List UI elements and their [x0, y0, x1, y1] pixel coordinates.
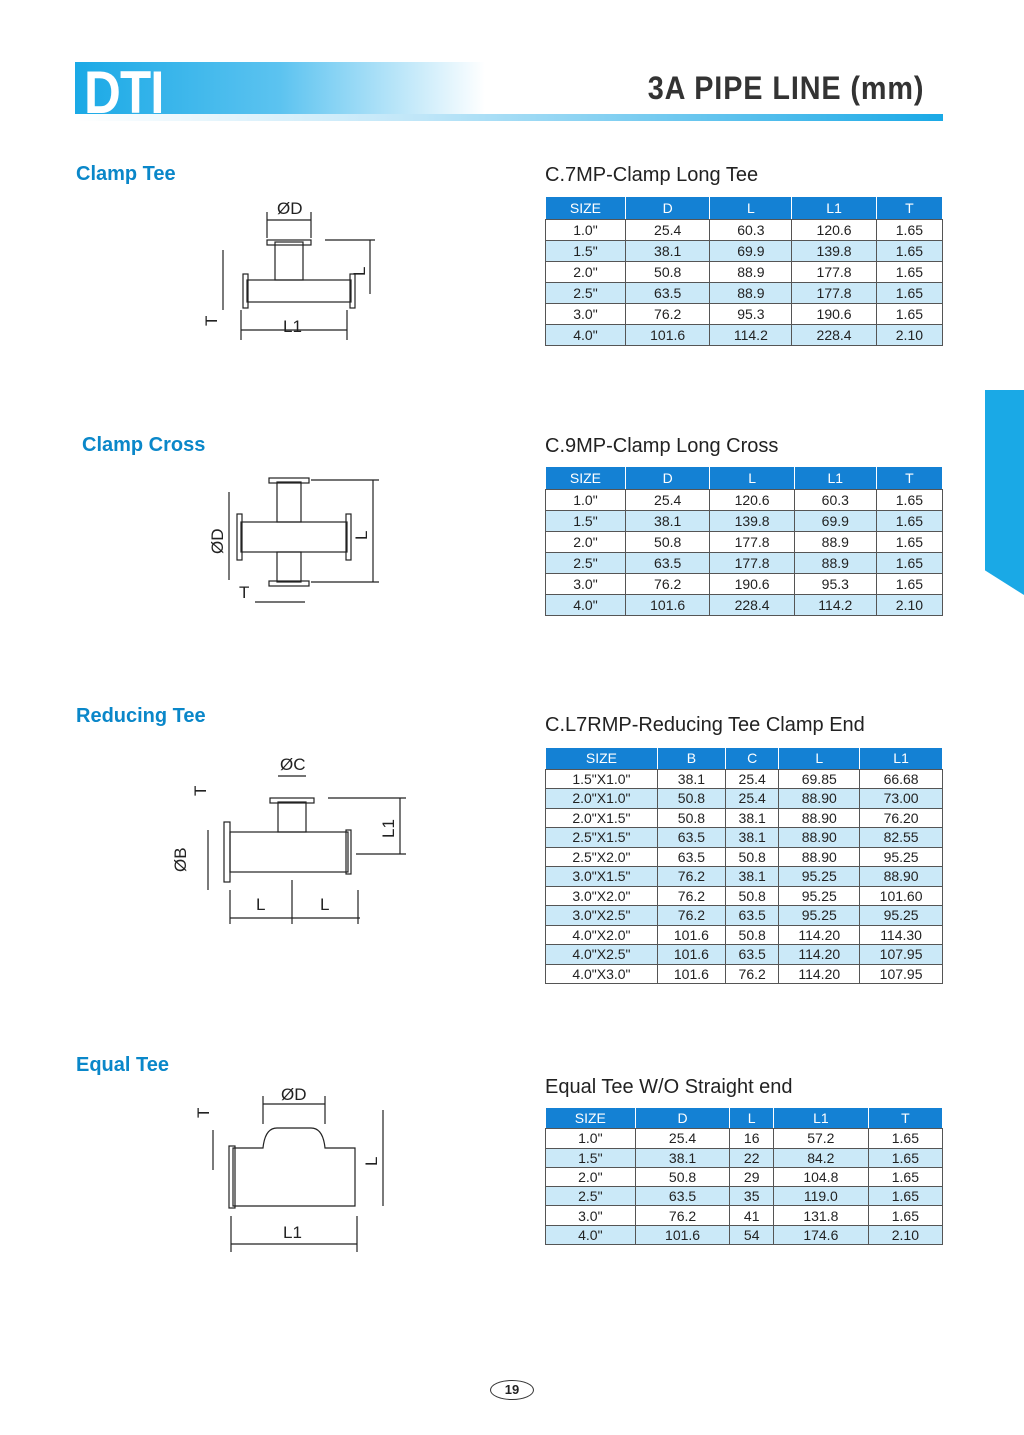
clamp-long-tee-table — [545, 196, 943, 346]
table-cell: 76.2 — [657, 867, 725, 887]
col-l: L — [730, 1108, 774, 1129]
table-cell: 228.4 — [792, 325, 876, 346]
label-l-right: L — [320, 895, 330, 914]
table-cell: 3.0"X2.0" — [546, 886, 658, 906]
table-cell: 1.65 — [876, 511, 942, 532]
table-header-row — [546, 197, 943, 220]
table-cell: 101.6 — [635, 1225, 730, 1244]
table-row — [546, 769, 943, 789]
table-row — [546, 1167, 943, 1186]
table-cell: 107.95 — [860, 945, 943, 965]
table-row — [546, 1206, 943, 1225]
table-cell: 25.4 — [625, 220, 709, 241]
table-cell: 114.20 — [779, 925, 860, 945]
table-cell: 76.2 — [625, 574, 709, 595]
table-cell: 38.1 — [625, 511, 709, 532]
table-cell: 76.2 — [635, 1206, 730, 1225]
table-cell: 69.9 — [794, 511, 876, 532]
table-cell: 107.95 — [860, 964, 943, 984]
table-cell: 84.2 — [773, 1148, 868, 1167]
table-cell: 95.25 — [779, 886, 860, 906]
table-row — [546, 925, 943, 945]
table-cell: 63.5 — [725, 906, 778, 926]
clamp-cross-diagram — [195, 470, 395, 620]
table-cell: 3.0" — [546, 304, 626, 325]
table-cell: 1.65 — [868, 1187, 942, 1206]
col-l1: L1 — [792, 197, 876, 220]
table-cell: 50.8 — [725, 847, 778, 867]
col-l1: L1 — [860, 748, 943, 770]
table-cell: 2.10 — [876, 325, 942, 346]
table-cell: 3.0" — [546, 574, 626, 595]
table-cell: 60.3 — [794, 490, 876, 511]
table-row — [546, 574, 943, 595]
table-cell: 101.60 — [860, 886, 943, 906]
col-l: L — [710, 467, 794, 490]
label-ob: ØB — [171, 847, 190, 872]
table-cell: 101.6 — [625, 325, 709, 346]
table-cell: 25.4 — [635, 1129, 730, 1148]
table-cell: 63.5 — [635, 1187, 730, 1206]
table-cell: 1.5" — [546, 1148, 636, 1167]
table-cell: 50.8 — [657, 789, 725, 809]
table-cell: 88.9 — [794, 532, 876, 553]
table-row — [546, 964, 943, 984]
table-row — [546, 283, 943, 304]
col-c: C — [725, 748, 778, 770]
table-row — [546, 304, 943, 325]
table-row — [546, 867, 943, 887]
col-size: SIZE — [546, 748, 658, 770]
section-title-clamp-cross: Clamp Cross — [82, 434, 206, 456]
table-cell: 1.5" — [546, 241, 626, 262]
table-cell: 104.8 — [773, 1167, 868, 1186]
table-cell: 114.2 — [710, 325, 792, 346]
col-size: SIZE — [546, 467, 626, 490]
table-cell: 41 — [730, 1206, 774, 1225]
table-row — [546, 1129, 943, 1148]
clamp-tee-diagram — [195, 190, 395, 350]
table-cell: 63.5 — [657, 828, 725, 848]
table-cell: 177.8 — [792, 262, 876, 283]
table-cell: 54 — [730, 1225, 774, 1244]
table-cell: 1.65 — [868, 1167, 942, 1186]
table-cell: 38.1 — [725, 828, 778, 848]
table-cell: 101.6 — [657, 925, 725, 945]
table-cell: 50.8 — [725, 886, 778, 906]
table-cell: 177.8 — [710, 553, 794, 574]
label-t: T — [239, 583, 250, 602]
table-cell: 2.5"X2.0" — [546, 847, 658, 867]
table-cell: 1.0" — [546, 490, 626, 511]
table-cell: 174.6 — [773, 1225, 868, 1244]
table-header-row — [546, 467, 943, 490]
table-cell: 1.65 — [876, 262, 942, 283]
table-cell: 2.5" — [546, 1187, 636, 1206]
table-cell: 1.0" — [546, 220, 626, 241]
table-cell: 2.0" — [546, 1167, 636, 1186]
table-row — [546, 325, 943, 346]
table-row — [546, 1225, 943, 1244]
table-cell: 82.55 — [860, 828, 943, 848]
table-row — [546, 808, 943, 828]
table-cell: 4.0" — [546, 1225, 636, 1244]
table-cell: 38.1 — [635, 1148, 730, 1167]
table-cell: 190.6 — [710, 574, 794, 595]
label-t: T — [202, 315, 221, 326]
table-cell: 95.25 — [779, 906, 860, 926]
table-cell: 69.9 — [710, 241, 792, 262]
table-cell: 50.8 — [635, 1167, 730, 1186]
label-oc: ØC — [280, 755, 306, 774]
table-cell: 114.20 — [779, 964, 860, 984]
table-cell: 131.8 — [773, 1206, 868, 1225]
table-cell: 3.0"X2.5" — [546, 906, 658, 926]
table-cell: 16 — [730, 1129, 774, 1148]
table-cell: 69.85 — [779, 769, 860, 789]
header-underline — [75, 114, 943, 121]
table-cell: 4.0" — [546, 595, 626, 616]
label-od: ØD — [208, 528, 227, 554]
table-cell: 177.8 — [792, 283, 876, 304]
table-cell: 95.25 — [860, 847, 943, 867]
section-title-equal-tee: Equal Tee — [76, 1054, 169, 1076]
table-cell: 1.65 — [876, 304, 942, 325]
table-cell: 50.8 — [657, 808, 725, 828]
col-t: T — [876, 467, 942, 490]
table-cell: 1.65 — [876, 532, 942, 553]
equal-tee-table — [545, 1107, 943, 1245]
label-t: T — [191, 785, 210, 796]
reducing-tee-diagram — [160, 750, 420, 930]
table-cell: 76.2 — [657, 886, 725, 906]
col-l1: L1 — [794, 467, 876, 490]
table-cell: 60.3 — [710, 220, 792, 241]
table-title: C.7MP-Clamp Long Tee — [545, 164, 759, 186]
table-header-row — [546, 748, 943, 770]
table-row — [546, 220, 943, 241]
col-l: L — [779, 748, 860, 770]
table-row — [546, 847, 943, 867]
table-cell: 66.68 — [860, 769, 943, 789]
section-title-reducing-tee: Reducing Tee — [76, 705, 206, 727]
table-cell: 1.65 — [876, 490, 942, 511]
col-size: SIZE — [546, 197, 626, 220]
col-b: B — [657, 748, 725, 770]
label-l1: L1 — [283, 1223, 302, 1242]
table-cell: 38.1 — [725, 808, 778, 828]
table-row — [546, 789, 943, 809]
table-row — [546, 945, 943, 965]
table-row — [546, 1148, 943, 1167]
label-t: T — [194, 1107, 213, 1118]
table-cell: 2.5"X1.5" — [546, 828, 658, 848]
table-cell: 1.65 — [868, 1148, 942, 1167]
table-cell: 2.5" — [546, 283, 626, 304]
table-cell: 76.2 — [657, 906, 725, 926]
table-cell: 25.4 — [725, 769, 778, 789]
table-row — [546, 241, 943, 262]
label-l: L — [350, 266, 369, 276]
table-title: C.L7RMP-Reducing Tee Clamp End — [545, 714, 865, 736]
table-cell: 1.0" — [546, 1129, 636, 1148]
table-cell: 120.6 — [710, 490, 794, 511]
table-cell: 95.25 — [860, 906, 943, 926]
page-number: 19 — [490, 1380, 534, 1400]
table-cell: 4.0"X2.0" — [546, 925, 658, 945]
table-cell: 2.5" — [546, 553, 626, 574]
reducing-tee-table — [545, 747, 943, 984]
section-title-clamp-tee: Clamp Tee — [76, 163, 176, 185]
table-cell: 4.0"X2.5" — [546, 945, 658, 965]
table-cell: 50.8 — [625, 532, 709, 553]
table-cell: 1.5"X1.0" — [546, 769, 658, 789]
table-row — [546, 886, 943, 906]
table-row — [546, 1187, 943, 1206]
table-cell: 1.65 — [868, 1129, 942, 1148]
table-cell: 29 — [730, 1167, 774, 1186]
table-cell: 38.1 — [657, 769, 725, 789]
label-l: L — [362, 1156, 381, 1166]
table-cell: 73.00 — [860, 789, 943, 809]
col-size: SIZE — [546, 1108, 636, 1129]
table-row — [546, 828, 943, 848]
table-cell: 50.8 — [625, 262, 709, 283]
table-row — [546, 511, 943, 532]
table-cell: 76.20 — [860, 808, 943, 828]
table-cell: 114.2 — [794, 595, 876, 616]
table-cell: 4.0"X3.0" — [546, 964, 658, 984]
label-l1: L1 — [379, 819, 398, 838]
table-cell: 95.3 — [794, 574, 876, 595]
table-cell: 2.10 — [868, 1225, 942, 1244]
table-cell: 228.4 — [710, 595, 794, 616]
table-cell: 38.1 — [725, 867, 778, 887]
col-l: L — [710, 197, 792, 220]
table-row — [546, 532, 943, 553]
table-cell: 50.8 — [725, 925, 778, 945]
table-row — [546, 490, 943, 511]
table-cell: 88.90 — [860, 867, 943, 887]
table-cell: 25.4 — [725, 789, 778, 809]
table-cell: 1.65 — [868, 1206, 942, 1225]
table-cell: 88.90 — [779, 847, 860, 867]
table-cell: 35 — [730, 1187, 774, 1206]
label-od: ØD — [281, 1085, 307, 1104]
table-cell: 2.10 — [876, 595, 942, 616]
table-cell: 101.6 — [625, 595, 709, 616]
label-l: L — [352, 530, 371, 540]
table-cell: 2.0" — [546, 262, 626, 283]
table-row — [546, 262, 943, 283]
table-cell: 139.8 — [710, 511, 794, 532]
table-cell: 57.2 — [773, 1129, 868, 1148]
table-cell: 101.6 — [657, 964, 725, 984]
table-cell: 3.0"X1.5" — [546, 867, 658, 887]
col-d: D — [635, 1108, 730, 1129]
table-cell: 38.1 — [625, 241, 709, 262]
table-cell: 190.6 — [792, 304, 876, 325]
table-title: C.9MP-Clamp Long Cross — [545, 435, 779, 457]
col-t: T — [868, 1108, 942, 1129]
table-cell: 25.4 — [625, 490, 709, 511]
col-l1: L1 — [773, 1108, 868, 1129]
table-row — [546, 553, 943, 574]
col-d: D — [625, 197, 709, 220]
table-cell: 95.3 — [710, 304, 792, 325]
col-t: T — [876, 197, 942, 220]
table-cell: 1.65 — [876, 241, 942, 262]
table-row — [546, 595, 943, 616]
table-cell: 1.65 — [876, 220, 942, 241]
table-row — [546, 906, 943, 926]
label-od: ØD — [277, 199, 303, 218]
table-cell: 22 — [730, 1148, 774, 1167]
table-cell: 4.0" — [546, 325, 626, 346]
table-cell: 88.9 — [710, 262, 792, 283]
table-cell: 88.90 — [779, 808, 860, 828]
equal-tee-diagram — [185, 1080, 405, 1260]
table-title: Equal Tee W/O Straight end — [545, 1076, 793, 1098]
table-cell: 95.25 — [779, 867, 860, 887]
side-tab-marker — [985, 390, 1024, 595]
page-title: 3A PIPE LINE (mm) — [647, 70, 924, 106]
table-cell: 88.90 — [779, 828, 860, 848]
table-cell: 88.9 — [794, 553, 876, 574]
col-d: D — [625, 467, 709, 490]
table-cell: 63.5 — [725, 945, 778, 965]
table-cell: 139.8 — [792, 241, 876, 262]
table-cell: 76.2 — [725, 964, 778, 984]
table-cell: 101.6 — [657, 945, 725, 965]
table-cell: 114.30 — [860, 925, 943, 945]
table-cell: 1.5" — [546, 511, 626, 532]
table-cell: 177.8 — [710, 532, 794, 553]
table-cell: 63.5 — [657, 847, 725, 867]
table-cell: 88.90 — [779, 789, 860, 809]
table-cell: 2.0"X1.0" — [546, 789, 658, 809]
table-cell: 2.0"X1.5" — [546, 808, 658, 828]
clamp-long-cross-table — [545, 466, 943, 616]
table-cell: 1.65 — [876, 553, 942, 574]
label-l1: L1 — [283, 317, 302, 336]
table-cell: 1.65 — [876, 574, 942, 595]
table-cell: 63.5 — [625, 283, 709, 304]
table-header-row — [546, 1108, 943, 1129]
table-cell: 114.20 — [779, 945, 860, 965]
table-cell: 2.0" — [546, 532, 626, 553]
table-cell: 88.9 — [710, 283, 792, 304]
label-l-left: L — [256, 895, 266, 914]
table-cell: 1.65 — [876, 283, 942, 304]
table-cell: 3.0" — [546, 1206, 636, 1225]
table-cell: 63.5 — [625, 553, 709, 574]
table-cell: 119.0 — [773, 1187, 868, 1206]
table-cell: 76.2 — [625, 304, 709, 325]
table-cell: 120.6 — [792, 220, 876, 241]
logo: DTI — [84, 59, 164, 126]
